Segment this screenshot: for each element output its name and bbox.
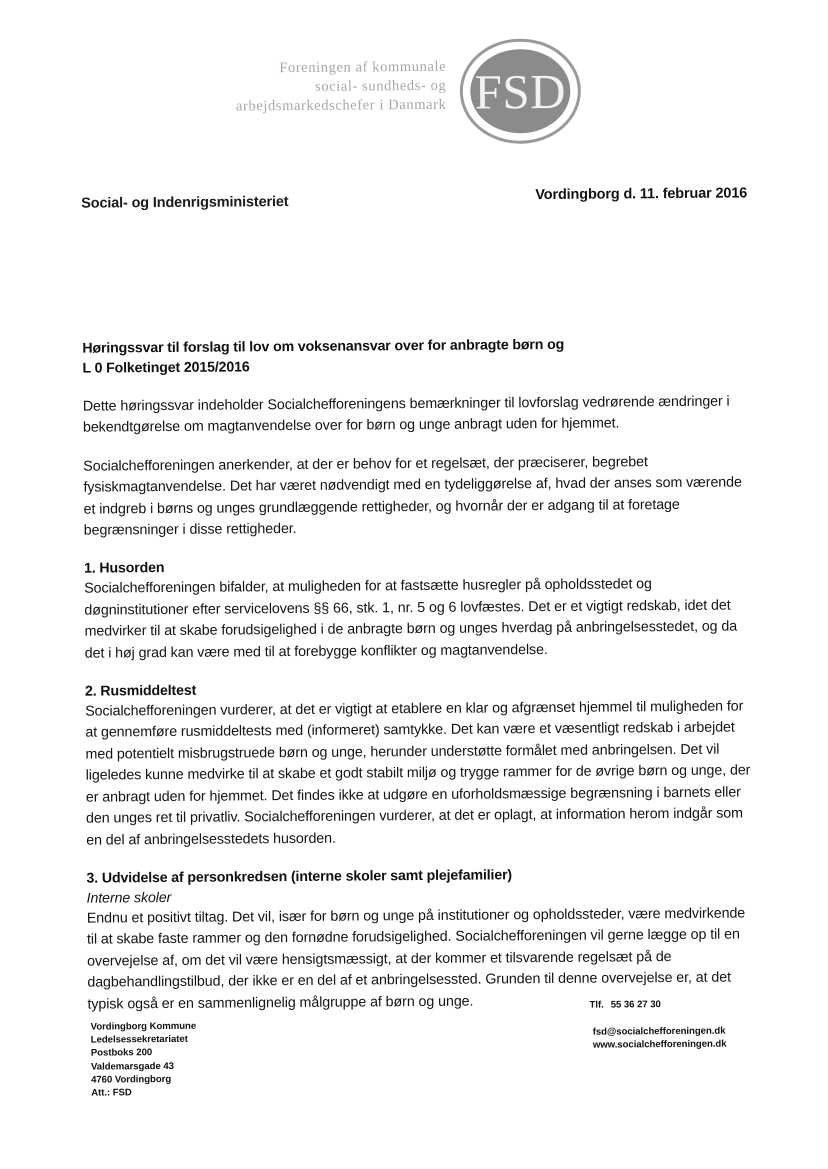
letterhead bbox=[0, 31, 825, 153]
document-title-line-2: L 0 Folketinget 2015/2016 bbox=[82, 359, 250, 377]
section-3-subheading: Interne skoler bbox=[86, 889, 172, 907]
footer-sender-line: Valdemarsgade 43 bbox=[90, 1060, 174, 1073]
footer-phone-number: 55 36 27 30 bbox=[610, 999, 661, 1011]
recipient-name: Social- og Indenrigsministeriet bbox=[81, 194, 289, 212]
footer-sender-line: 4760 Vordingborg bbox=[91, 1073, 172, 1086]
place-and-date: Vordingborg d. 11. februar 2016 bbox=[535, 185, 748, 204]
footer-email: fsd@socialchefforeningen.dk bbox=[592, 1025, 726, 1038]
footer-sender-line: Att.: FSD bbox=[91, 1087, 132, 1099]
svg-text:FSD: FSD bbox=[474, 63, 567, 120]
address-row bbox=[0, 185, 825, 220]
section-2-heading: 2. Rusmiddeltest bbox=[84, 682, 197, 700]
section-2-body: Socialchefforeningen vurderer, at det er vigtigt at etablere en klar og afgrænset hjemmel til muligheden for at gennemføre rusmiddeltests med (informeret) samtykke. Det kan være et væsentligt redskab i arbejdet med potentielt misbrugstruede børn og unge, herunder understøtte formålet med anbringelsen. Det vil ligeledes kunne medvirke til at skabe et godt stabilt miljø og trygge rammer for de øvrige børn og unge, der er anbragt uden for hjemmet. Det findes ikke at udgøre en uforholdsmæssige begrænsning i barnets eller den unges ret til privatliv. Socialchefforeningen vurderer, at det er oplagt, at information herom indgår som en del af anbringelsesstedets husorden. bbox=[85, 698, 751, 849]
second-paragraph: Socialchefforeningen anerkender, at der er behov for et regelsæt, der præciserer, begrebet fysiskmagtanvendelse. Det har været nødvendigt med en tydeliggørelse af, hvad der anses som værende et indgreb i børns og unges grundlæggende rettigheder, og hvornår der er adgang til at foretage begrænsninger i disse rettigheder. bbox=[83, 454, 742, 539]
footer-sender-line: Vordingborg Kommune bbox=[90, 1020, 197, 1033]
section-3 bbox=[86, 863, 755, 1015]
section-3-body: Endnu et positivt tiltag. Det vil, især for børn og unge på institutioner og opholdssteder, være medvirkende til at skabe faste rammer og den fornødne forudsigelighed. Socialchefforeningen vil gerne lægge op til en overvejelse af, om det vil være hensigtsmæssigt, at der kommer et tilsvarende regelsæt på de dagbehandlingstilbud, der ikke er en del af et anbringelsessted. Grunden til denne overvejelse er, at det typisk også er en sammenlignelig målgruppe af børn og unge. bbox=[86, 905, 746, 1013]
section-1 bbox=[84, 554, 753, 665]
letter-body bbox=[82, 333, 755, 1032]
document-title bbox=[82, 333, 750, 378]
section-2 bbox=[85, 676, 754, 851]
section-3-heading: 3. Udvidelse af personkredsen (interne skoler samt plejefamilier) bbox=[86, 867, 513, 887]
footer-phone-label: Tlf. bbox=[589, 999, 604, 1011]
footer-sender-line: Ledelsessekretariatet bbox=[90, 1034, 188, 1046]
footer-sender-line: Postboks 200 bbox=[90, 1047, 153, 1060]
footer-contact-block bbox=[589, 998, 726, 1053]
section-1-body: Socialchefforeningen bifalder, at muligheden for at fastsætte husregler på opholdsstedet og døgninstitutioner efter servicelovens §§ 66, stk. 1, nr. 5 og 6 lovfæstes. Det er et vigtigt redskab, idet det medvirker til at skabe forudsigelighed i de anbragte børn og unges hverdag på anbringelsesstedet, og da det i høj grad kan være med til at forebygge konflikter og magtanvendelse. bbox=[84, 576, 738, 662]
intro-paragraph: Dette høringssvar indeholder Socialchefforeningens bemærkninger til lovforslag vedrørende ændringer i bekendtgørelse om magtanvendelse over for børn og unge anbragt uden for hjemmet. bbox=[82, 393, 730, 437]
fsd-logo bbox=[458, 33, 583, 150]
footer-website: www.socialchefforeningen.dk bbox=[592, 1039, 727, 1052]
footer-phone bbox=[589, 998, 726, 1012]
document-title-line-1: Høringssvar til forslag til lov om voksenansvar over for anbragte børn og bbox=[82, 336, 565, 357]
organization-tagline: Foreningen af kommunale social- sundheds- og arbejdsmarkedschefer i Danmark bbox=[235, 58, 447, 115]
section-1-heading: 1. Husorden bbox=[83, 560, 165, 578]
footer-sender-block bbox=[91, 1020, 197, 1100]
